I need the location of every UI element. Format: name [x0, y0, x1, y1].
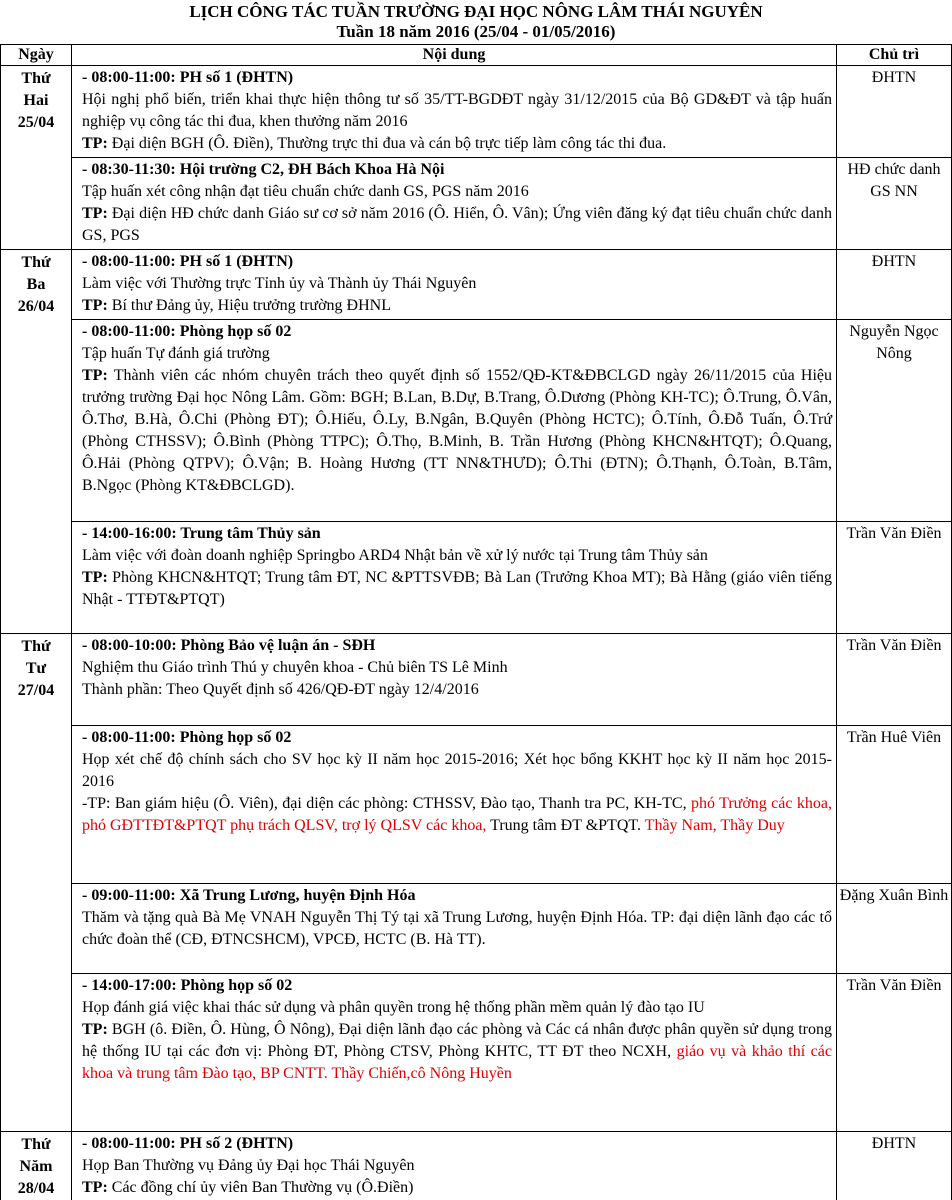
event-heading: - 09:00-11:00: Xã Trung Lương, huyện Định Hóa — [82, 887, 416, 904]
event-heading: - 08:00-11:00: Phòng họp số 02 — [82, 729, 292, 746]
event-participants: -TP: Ban giám hiệu (Ô. Viên), đại diện các phòng: CTHSSV, Đào tạo, Thanh tra PC, KH-TC, phó Trưởng các khoa, phó GĐTTĐT&PTQT phụ trách QLSV, trợ lý QLSV các khoa, Trung tâm ĐT &PTQT. Thầy Nam, Thầy Duy — [82, 795, 832, 834]
event-participants: TP: Bí thư Đảng ủy, Hiệu trưởng trường ĐHNL — [82, 297, 391, 314]
title-line-1: LỊCH CÔNG TÁC TUẦN TRƯỜNG ĐẠI HỌC NÔNG LÂM THÁI NGUYÊN — [189, 2, 763, 21]
event-body: Họp đánh giá việc khai thác sử dụng và phân quyền trong hệ thống phần mềm quản lý đào tạo IU — [82, 999, 705, 1016]
event-content — [72, 250, 837, 320]
table-row — [1, 522, 952, 634]
event-heading: - 14:00-17:00: Phòng họp số 02 — [82, 977, 293, 994]
event-body: Nghiệm thu Giáo trình Thú y chuyên khoa - Chủ biên TS Lê Minh — [82, 659, 508, 676]
day-cell — [1, 66, 72, 250]
table-row — [1, 66, 952, 158]
event-host: ĐHTN — [837, 1132, 952, 1200]
event-content — [72, 634, 837, 726]
table-row — [1, 726, 952, 884]
day-name: Tư — [25, 660, 47, 677]
day-name: Ba — [26, 276, 46, 293]
event-participants: TP: Đại diện HĐ chức danh Giáo sư cơ sở năm 2016 (Ô. Hiển, Ô. Vân); Ứng viên đăng ký đạt tiêu chuẩn chức danh GS, PGS — [82, 205, 832, 244]
table-row — [1, 320, 952, 522]
event-content — [72, 884, 837, 974]
day-label: Thứ — [21, 254, 51, 271]
day-label: Thứ — [21, 638, 51, 655]
day-date: 26/04 — [17, 298, 55, 315]
event-host: Trần Văn Điền — [837, 634, 952, 726]
event-host: ĐHTN — [837, 250, 952, 320]
day-date: 27/04 — [17, 682, 55, 699]
event-host: HĐ chức danh GS NN — [837, 158, 952, 250]
table-row — [1, 884, 952, 974]
event-heading: - 08:00-10:00: Phòng Bảo vệ luận án - SĐH — [82, 637, 376, 654]
event-body: Làm việc với đoàn doanh nghiệp Springbo ARD4 Nhật bản về xử lý nước tại Trung tâm Thủy sản — [82, 547, 708, 564]
schedule-table — [0, 44, 952, 1200]
day-label: Thứ — [21, 70, 51, 87]
column-header-content: Nội dung — [72, 45, 837, 66]
table-row — [1, 1132, 952, 1200]
table-row — [1, 634, 952, 726]
event-body: Tập huấn xét công nhận đạt tiêu chuẩn chức danh GS, PGS năm 2016 — [82, 183, 529, 200]
day-cell — [1, 634, 72, 1132]
event-content — [72, 320, 837, 522]
event-content — [72, 974, 837, 1132]
event-body: Họp xét chế độ chính sách cho SV học kỳ II năm học 2015-2016; Xét học bổng KKHT học kỳ II năm học 2015-2016 — [82, 751, 832, 790]
day-date: 25/04 — [17, 114, 55, 131]
event-participants: Thành phần: Theo Quyết định số 426/QĐ-ĐT ngày 12/4/2016 — [82, 681, 479, 698]
column-header-host: Chủ trì — [837, 45, 952, 66]
title-line-2: Tuần 18 năm 2016 (25/04 - 01/05/2016) — [336, 22, 616, 41]
day-name: Năm — [19, 1158, 53, 1175]
event-content — [72, 522, 837, 634]
event-participants: TP: Các đồng chí ủy viên Ban Thường vụ (Ô.Điền) — [82, 1179, 414, 1196]
column-header-day: Ngày — [1, 45, 72, 66]
event-host: Trần Văn Điền — [837, 522, 952, 634]
event-body: Làm việc với Thường trực Tỉnh ủy và Thành ủy Thái Nguyên — [82, 275, 477, 292]
event-heading: - 14:00-16:00: Trung tâm Thủy sản — [82, 525, 321, 542]
table-row — [1, 250, 952, 320]
day-cell — [1, 1132, 72, 1200]
event-heading: - 08:00-11:00: PH số 1 (ĐHTN) — [82, 253, 294, 270]
event-body: Họp Ban Thường vụ Đảng ủy Đại học Thái Nguyên — [82, 1157, 415, 1174]
event-content — [72, 66, 837, 158]
table-row — [1, 158, 952, 250]
event-heading: - 08:30-11:30: Hội trường C2, ĐH Bách Khoa Hà Nội — [82, 161, 445, 178]
event-host: Đặng Xuân Bình — [837, 884, 952, 974]
event-body: Thăm và tặng quà Bà Mẹ VNAH Nguyễn Thị Tý tại xã Trung Lương, huyện Định Hóa. TP: đại diện lãnh đạo các tổ chức đoàn thể (CĐ, ĐTNCSHCM), VPCĐ, HCTC (B. Hà TT). — [82, 909, 832, 948]
event-participants: TP: Thành viên các nhóm chuyên trách theo quyết định số 1552/QĐ-KT&ĐBCLGD ngày 26/11/2015 của Hiệu trưởng trường Đại học Nông Lâm. Gồm: BGH; B.Lan, B.Dự, B.Trang, Ô.Dương (Phòng KH-TC); Ô.Trung, Ô.Vân, Ô.Thơ, B.Hà, Ô.Chi (Phòng ĐT); Ô.Hiếu, Ô.Ly, B.Ngân, B.Quyên (Phòng HCTC); Ô.Tính, Ô.Đỗ Tuấn, Ô.Trứ (Phòng CTHSSV); Ô.Bình (Phòng TTPC); Ô.Thọ, B.Minh, B. Trần Hương (Phòng KHCN&HTQT); Ô.Quang, Ô.Hải (Phòng QTPV); Ô.Vận; B. Hoàng Hương (TT NN&THƯD); Ô.Thi (ĐTN); Ô.Thạnh, Ô.Toàn, B.Tâm, B.Ngọc (Phòng KT&ĐBCLGD). — [82, 367, 832, 494]
event-content — [72, 158, 837, 250]
event-participants: TP: Đại diện BGH (Ô. Điền), Thường trực thi đua và cán bộ trực tiếp làm công tác thi đua. — [82, 135, 667, 152]
table-header-row — [1, 45, 952, 66]
event-host: Trần Văn Điền — [837, 974, 952, 1132]
event-participants: TP: BGH (ô. Điền, Ô. Hùng, Ô Nông), Đại diện lãnh đạo các phòng và Các cá nhân được phân quyền sử dụng trong hệ thống IU tại các đơn vị: Phòng ĐT, Phòng CTSV, Phòng KHTC, TT ĐT theo NCXH, giáo vụ và khảo thí các khoa và trung tâm Đào tạo, BP CNTT. Thầy Chiến,cô Nông Huyền — [82, 1021, 832, 1082]
event-content — [72, 726, 837, 884]
event-host: ĐHTN — [837, 66, 952, 158]
day-date: 28/04 — [17, 1180, 55, 1197]
event-heading: - 08:00-11:00: PH số 1 (ĐHTN) — [82, 69, 294, 86]
event-host: Trần Huê Viên — [837, 726, 952, 884]
day-label: Thứ — [21, 1136, 51, 1153]
event-host: Nguyễn Ngọc Nông — [837, 320, 952, 522]
event-heading: - 08:00-11:00: Phòng họp số 02 — [82, 323, 292, 340]
event-body: Tập huấn Tự đánh giá trường — [82, 345, 270, 362]
day-cell — [1, 250, 72, 634]
event-heading: - 08:00-11:00: PH số 2 (ĐHTN) — [82, 1135, 294, 1152]
table-row — [1, 974, 952, 1132]
day-name: Hai — [23, 92, 49, 109]
event-body: Hội nghị phổ biến, triển khai thực hiện thông tư số 35/TT-BGDĐT ngày 31/12/2015 của Bộ GD&ĐT và tập huấn nghiệp vụ công tác thi đua, khen thưởng năm 2016 — [82, 91, 832, 130]
event-content — [72, 1132, 837, 1200]
page-title — [0, 0, 952, 42]
event-participants: TP: Phòng KHCN&HTQT; Trung tâm ĐT, NC &PTTSVĐB; Bà Lan (Trưởng Khoa MT); Bà Hằng (giáo viên tiếng Nhật - TTĐT&PTQT) — [82, 569, 832, 608]
